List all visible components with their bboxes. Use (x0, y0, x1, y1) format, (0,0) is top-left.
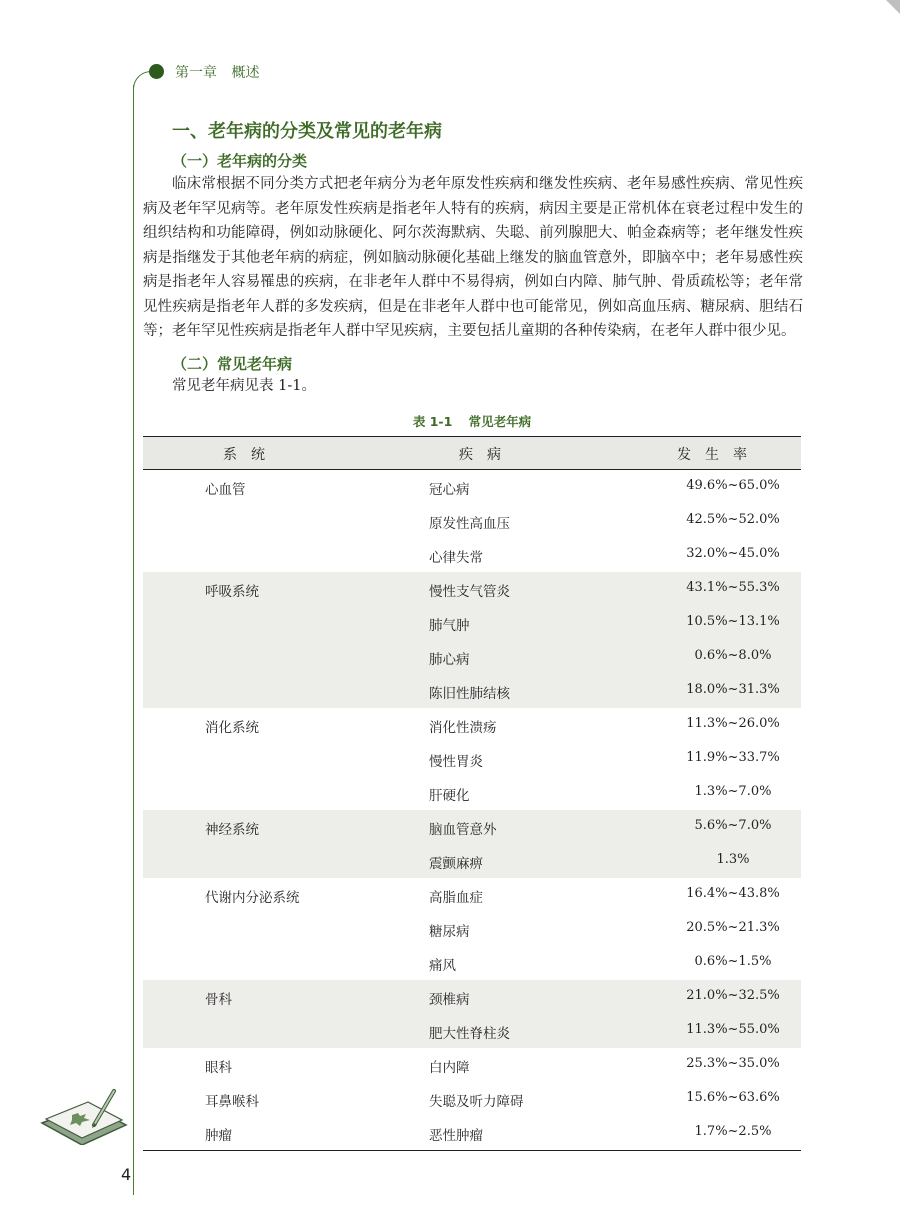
table-row (143, 742, 801, 776)
cell-disease: 白内障 (429, 1060, 470, 1076)
table-group (143, 572, 801, 708)
cell-rate: 1.3% (716, 852, 750, 867)
cell-disease: 心律失常 (429, 550, 483, 566)
cell-rate: 21.0%~32.5% (686, 988, 780, 1003)
table-row (143, 470, 801, 504)
cell-system: 神经系统 (205, 822, 259, 838)
cell-disease: 原发性高血压 (429, 516, 510, 532)
cell-rate: 10.5%~13.1% (686, 614, 780, 629)
table-row (143, 572, 801, 606)
table-row (143, 980, 801, 1014)
cell-rate: 18.0%~31.3% (686, 682, 780, 697)
table-row (143, 708, 801, 742)
corner-mark (886, 0, 900, 14)
header-title: 概述 (231, 65, 260, 81)
table-group (143, 878, 801, 980)
paragraph-classification: 临床常根据不同分类方式把老年病分为老年原发性疾病和继发性疾病、老年易感性疾病、常见性疾病及老年罕见病等。老年原发性疾病是指老年人特有的疾病，病因主要是正常机体在衰老过程中发生的组织结构和功能障碍，例如动脉硬化、阿尔茨海默病、失聪、前列腺肥大、帕金森病等；老年继发性疾病是指继发于其他老年病的病症，例如脑动脉硬化基础上继发的脑血管意外，即脑卒中；老年易感性疾病是指老年人容易罹患的疾病，在非老年人群中不易得病，例如白内障、肺气肿、骨质疏松等；老年常见性疾病是指老年人群的多发疾病，但是在非老年人群中也可能常见，例如高血压病、糖尿病、胆结石等；老年罕见性疾病是指老年人群中罕见疾病，主要包括儿童期的各种传染病，在老年人群中很少见。 (143, 176, 803, 339)
header-text (175, 62, 269, 82)
table-row (143, 606, 801, 640)
cell-disease: 肥大性脊柱炎 (429, 1026, 510, 1042)
table-row (143, 776, 801, 810)
cell-system: 呼吸系统 (205, 584, 259, 600)
table-row (143, 1014, 801, 1048)
cell-rate: 49.6%~65.0% (686, 478, 780, 493)
cell-system: 代谢内分泌系统 (205, 890, 300, 906)
cell-disease: 肝硬化 (429, 788, 470, 804)
cell-rate: 11.9%~33.7% (686, 750, 780, 765)
table-row (143, 1116, 801, 1150)
cell-rate: 20.5%~21.3% (686, 920, 780, 935)
cell-disease: 陈旧性肺结核 (429, 686, 510, 702)
table-row (143, 844, 801, 878)
margin-rule (133, 85, 134, 1195)
cell-rate: 43.1%~55.3% (686, 580, 780, 595)
cell-rate: 32.0%~45.0% (686, 546, 780, 561)
table-group (143, 708, 801, 810)
cell-rate: 25.3%~35.0% (686, 1056, 780, 1071)
cell-rate: 11.3%~55.0% (686, 1022, 780, 1037)
cell-disease: 失聪及听力障碍 (429, 1094, 524, 1110)
table-header (143, 436, 801, 470)
cell-disease: 冠心病 (429, 482, 470, 498)
cell-system: 肿瘤 (205, 1128, 232, 1144)
table-caption-title: 常见老年病 (468, 414, 532, 429)
cell-rate: 1.3%~7.0% (694, 784, 772, 799)
header-bullet-icon (149, 64, 164, 79)
cell-system: 骨科 (205, 992, 232, 1008)
table-row (143, 1082, 801, 1116)
table-group (143, 810, 801, 878)
subsection-title-1: （一）老年病的分类 (172, 152, 308, 170)
table-group (143, 980, 801, 1048)
cell-disease: 脑血管意外 (429, 822, 497, 838)
cell-disease: 肺气肿 (429, 618, 470, 634)
table-group (143, 470, 801, 572)
table-body (143, 470, 801, 1150)
cell-rate: 5.6%~7.0% (694, 818, 772, 833)
cell-system: 消化系统 (205, 720, 259, 736)
cell-disease: 痛风 (429, 958, 456, 974)
cell-disease: 恶性肿瘤 (429, 1128, 483, 1144)
cell-disease: 慢性胃炎 (429, 754, 483, 770)
cell-rate: 11.3%~26.0% (686, 716, 780, 731)
table-row (143, 1048, 801, 1082)
table-row (143, 878, 801, 912)
page-number: 4 (121, 1165, 132, 1184)
table-row (143, 640, 801, 674)
header-chapter: 第一章 (175, 65, 217, 81)
cell-rate: 0.6%~8.0% (694, 648, 772, 663)
section-title: 一、老年病的分类及常见的老年病 (172, 121, 442, 142)
header-system: 系统 (223, 447, 279, 463)
header-rate: 发生率 (677, 447, 761, 463)
table-row (143, 504, 801, 538)
cell-rate: 15.6%~63.6% (686, 1090, 780, 1105)
cell-system: 耳鼻喉科 (205, 1094, 259, 1110)
paragraph-common: 常见老年病见表 1-1。 (172, 378, 316, 394)
table-bottom-rule (143, 1150, 801, 1151)
table-row (143, 912, 801, 946)
disease-table (143, 436, 801, 1151)
cell-disease: 颈椎病 (429, 992, 470, 1008)
cell-rate: 42.5%~52.0% (686, 512, 780, 527)
table-caption (143, 412, 801, 430)
table-caption-number: 表 1-1 (412, 414, 453, 429)
clipboard-icon (38, 1085, 128, 1145)
cell-disease: 消化性溃疡 (429, 720, 497, 736)
cell-rate: 1.7%~2.5% (694, 1124, 772, 1139)
cell-disease: 糖尿病 (429, 924, 470, 940)
table-group (143, 1048, 801, 1150)
cell-system: 眼科 (205, 1060, 232, 1076)
subsection-title-2: （二）常见老年病 (172, 355, 293, 373)
cell-disease: 震颤麻痹 (429, 856, 483, 872)
table-row (143, 946, 801, 980)
table-row (143, 538, 801, 572)
cell-disease: 高脂血症 (429, 890, 483, 906)
table-row (143, 810, 801, 844)
table-row (143, 674, 801, 708)
cell-rate: 0.6%~1.5% (694, 954, 772, 969)
cell-disease: 肺心病 (429, 652, 470, 668)
cell-disease: 慢性支气管炎 (429, 584, 510, 600)
cell-system: 心血管 (205, 482, 246, 498)
header-disease: 疾病 (459, 447, 515, 463)
cell-rate: 16.4%~43.8% (686, 886, 780, 901)
